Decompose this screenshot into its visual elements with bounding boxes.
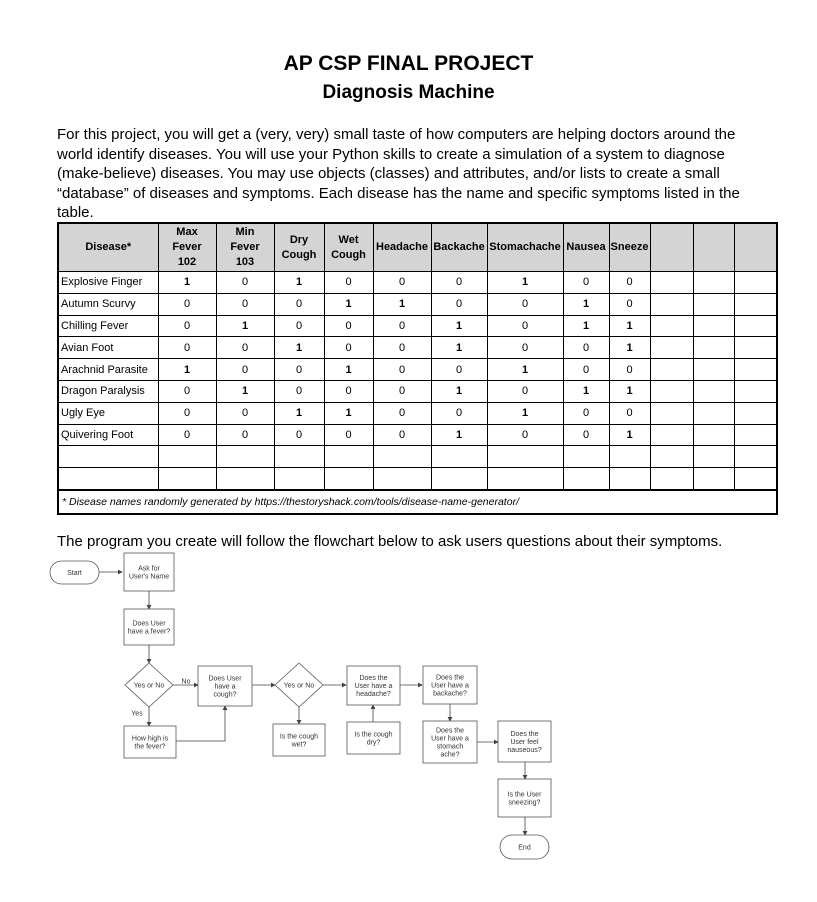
disease-name-cell: Dragon Paralysis <box>58 380 158 402</box>
symptom-cell: 0 <box>431 402 487 424</box>
symptom-cell: 0 <box>373 315 431 337</box>
table-footnote: * Disease names randomly generated by https://thestoryshack.com/tools/disease-name-generator/ <box>58 490 777 514</box>
intro-paragraph: For this project, you will get a (very, very) small taste of how computers are helping doctors around the world identify diseases. You will use your Python skills to create a simulation of a system to diagnose (make-believe) diseases. You may use objects (classes) and attributes, and/or lists to create a small “database” of diseases and symptoms. Each disease has the name and specific symptoms listed in the table. <box>57 126 740 221</box>
symptom-cell: 0 <box>563 272 609 294</box>
cough-question-label: Does User <box>208 675 242 683</box>
symptom-cell: 0 <box>274 359 324 381</box>
start-label: Start <box>67 570 82 577</box>
stomach-label: ache? <box>440 751 460 759</box>
symptom-cell: 1 <box>431 337 487 359</box>
stomach-label: Does the <box>435 727 465 735</box>
nausea-label: nauseous? <box>507 747 542 754</box>
cough-dry-label: Is the cough <box>354 731 393 739</box>
symptom-cell: 1 <box>609 424 650 446</box>
symptom-cell: 0 <box>609 359 650 381</box>
backache-label: backache? <box>433 690 467 698</box>
symptom-cell: 0 <box>216 337 274 359</box>
table-header-cell: Min Fever 103 <box>216 223 274 272</box>
page-title: AP CSP FINAL PROJECT <box>283 52 534 75</box>
end-label: End <box>518 844 531 852</box>
symptom-cell: 0 <box>324 272 373 294</box>
table-header-cell: Headache <box>373 223 431 272</box>
table-header-cell: Stomachache <box>487 223 563 272</box>
table-header-cell: Dry Cough <box>274 223 324 272</box>
symptom-cell: 0 <box>373 424 431 446</box>
symptom-cell: 0 <box>609 402 650 424</box>
cough-wet-label: wet? <box>291 741 307 749</box>
symptom-cell: 0 <box>158 293 216 315</box>
symptom-cell: 1 <box>158 272 216 294</box>
how-high-label: the fever? <box>134 743 166 751</box>
symptom-cell: 0 <box>373 359 431 381</box>
yes-branch-label: Yes <box>131 710 143 718</box>
symptom-cell: 1 <box>216 380 274 402</box>
symptom-cell: 0 <box>216 402 274 424</box>
symptom-cell: 0 <box>487 337 563 359</box>
symptom-cell: 0 <box>563 337 609 359</box>
backache-label: User have a <box>431 682 469 690</box>
symptom-cell: 1 <box>324 359 373 381</box>
disease-name-cell: Quivering Foot <box>58 424 158 446</box>
symptom-cell: 0 <box>158 402 216 424</box>
fever-question-label: have a fever? <box>127 628 171 636</box>
headache-label: Does the <box>359 675 388 682</box>
cough-wet-label: Is the cough <box>279 733 319 741</box>
disease-name-cell: Chilling Fever <box>58 315 158 337</box>
symptom-cell: 0 <box>487 315 563 337</box>
stomach-label: User have a <box>431 735 469 743</box>
disease-name-cell: Autumn Scurvy <box>58 293 158 315</box>
decision-fever-label: Yes or No <box>133 682 165 690</box>
table-header-cell: Sneeze <box>609 223 650 272</box>
symptom-cell: 0 <box>324 315 373 337</box>
table-header-cell: Disease* <box>58 223 158 272</box>
how-high-label: How high is <box>131 735 169 743</box>
symptom-cell: 1 <box>563 315 609 337</box>
symptom-cell: 0 <box>563 424 609 446</box>
symptom-cell: 1 <box>609 380 650 402</box>
symptom-cell: 0 <box>274 380 324 402</box>
symptom-cell: 1 <box>431 424 487 446</box>
stomach-label: stomach <box>436 743 464 751</box>
symptom-cell: 0 <box>158 380 216 402</box>
symptom-cell: 0 <box>158 315 216 337</box>
symptom-cell: 1 <box>274 402 324 424</box>
symptom-cell: 1 <box>487 359 563 381</box>
symptom-cell: 1 <box>324 402 373 424</box>
symptom-cell: 1 <box>609 337 650 359</box>
symptom-cell: 1 <box>324 293 373 315</box>
symptom-cell: 1 <box>563 293 609 315</box>
disease-name-cell: Ugly Eye <box>58 402 158 424</box>
no-branch-label: No <box>181 678 191 686</box>
symptom-cell: 1 <box>158 359 216 381</box>
table-header-cell: Backache <box>431 223 487 272</box>
headache-label: User have a <box>354 683 393 690</box>
symptom-cell: 0 <box>373 337 431 359</box>
flowchart-intro: The program you create will follow the flowchart below to ask users questions about their symptoms. <box>57 533 723 550</box>
symptom-cell: 0 <box>216 293 274 315</box>
symptom-cell: 0 <box>216 272 274 294</box>
symptom-cell: 1 <box>487 272 563 294</box>
decision-cough-label: Yes or No <box>283 682 315 690</box>
symptom-cell: 0 <box>431 272 487 294</box>
cough-question-label: cough? <box>213 691 237 699</box>
symptom-cell: 0 <box>324 337 373 359</box>
symptom-cell: 1 <box>373 293 431 315</box>
symptom-cell: 0 <box>373 402 431 424</box>
symptom-cell: 0 <box>158 337 216 359</box>
nausea-label: User feel <box>510 739 539 746</box>
symptom-cell: 1 <box>274 272 324 294</box>
backache-label: Does the <box>435 674 465 682</box>
symptom-cell: 0 <box>274 293 324 315</box>
nausea-label: Does the <box>510 731 539 738</box>
symptom-cell: 1 <box>609 315 650 337</box>
symptom-cell: 0 <box>373 380 431 402</box>
symptom-cell: 0 <box>158 424 216 446</box>
sneezing-label: sneezing? <box>508 799 541 807</box>
fever-question-label: Does User <box>132 620 166 628</box>
symptom-cell: 1 <box>431 315 487 337</box>
ask-name-label: User's Name <box>128 573 170 581</box>
disease-name-cell: Explosive Finger <box>58 272 158 294</box>
symptom-cell: 0 <box>216 424 274 446</box>
symptom-cell: 0 <box>324 424 373 446</box>
headache-label: headache? <box>356 691 391 698</box>
symptom-cell: 0 <box>274 315 324 337</box>
symptom-cell: 0 <box>609 293 650 315</box>
symptom-cell: 1 <box>216 315 274 337</box>
disease-name-cell: Avian Foot <box>58 337 158 359</box>
symptom-cell: 0 <box>487 293 563 315</box>
disease-name-cell: Arachnid Parasite <box>58 359 158 381</box>
table-header-cell: Nausea <box>563 223 609 272</box>
cough-dry-label: dry? <box>366 739 381 747</box>
table-header-cell: Max Fever 102 <box>158 223 216 272</box>
symptom-cell: 0 <box>216 359 274 381</box>
cough-question-label: have a <box>214 683 236 691</box>
symptom-cell: 0 <box>609 272 650 294</box>
symptom-cell: 1 <box>274 337 324 359</box>
symptom-cell: 0 <box>274 424 324 446</box>
symptom-cell: 0 <box>324 380 373 402</box>
symptom-cell: 0 <box>431 359 487 381</box>
symptom-cell: 1 <box>431 380 487 402</box>
symptom-cell: 0 <box>487 380 563 402</box>
symptom-cell: 1 <box>487 402 563 424</box>
ask-name-label: Ask for <box>138 565 160 573</box>
sneezing-label: Is the User <box>507 791 542 799</box>
symptom-cell: 1 <box>563 380 609 402</box>
symptom-cell: 0 <box>563 402 609 424</box>
page-subtitle: Diagnosis Machine <box>322 82 495 103</box>
symptom-cell: 0 <box>373 272 431 294</box>
symptom-cell: 0 <box>563 359 609 381</box>
symptom-cell: 0 <box>487 424 563 446</box>
symptom-cell: 0 <box>431 293 487 315</box>
table-header-cell: Wet Cough <box>324 223 373 272</box>
